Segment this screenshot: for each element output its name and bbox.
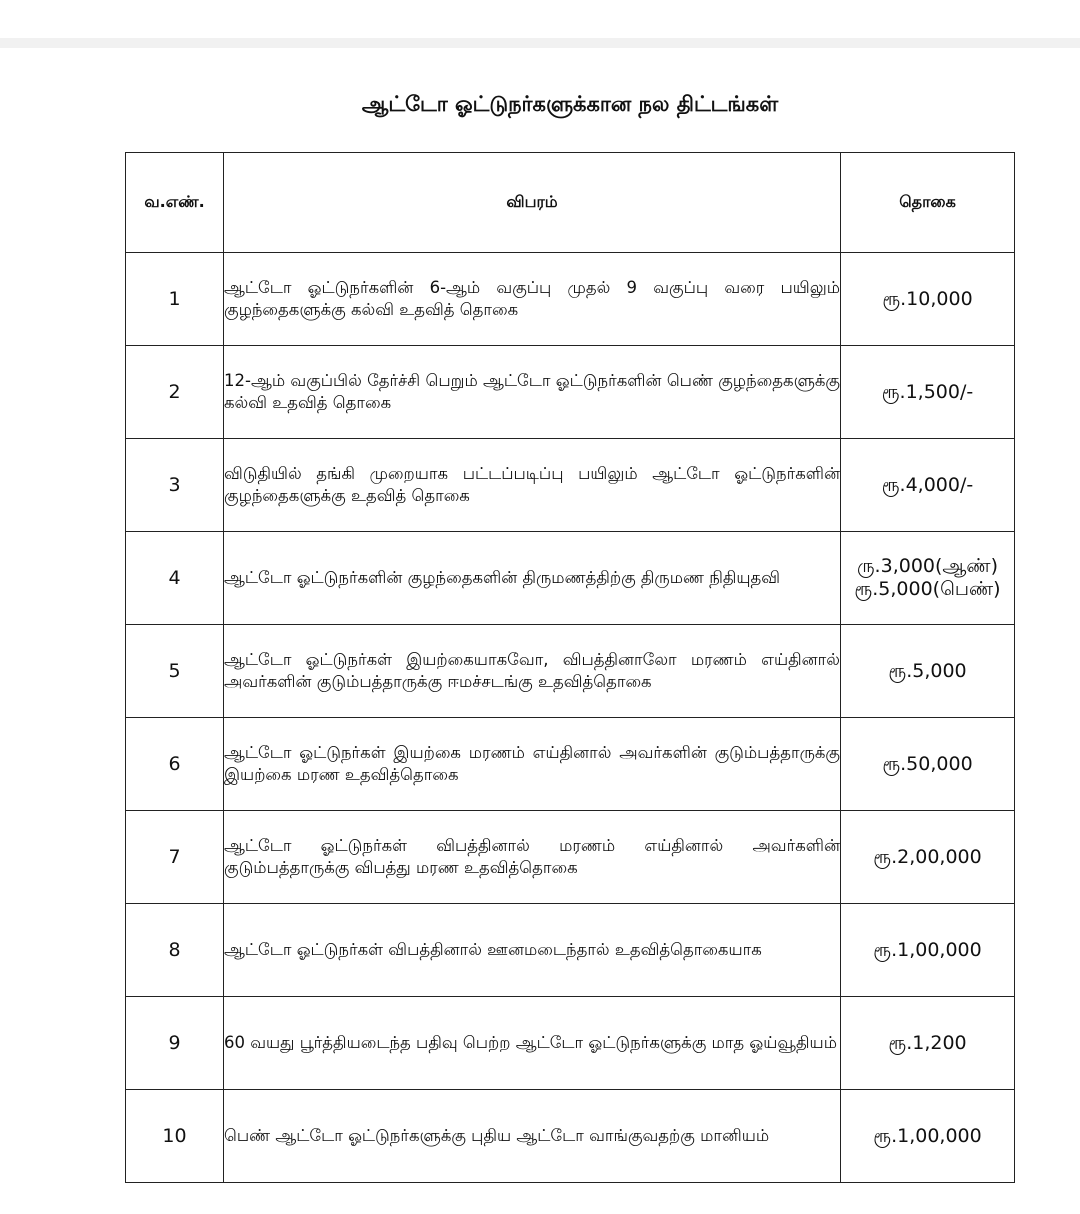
table-row <box>126 532 1015 625</box>
row-amount <box>841 904 1015 997</box>
row-serial-number: 7 <box>126 811 224 904</box>
table-row <box>126 1090 1015 1183</box>
row-amount <box>841 718 1015 811</box>
table-row <box>126 904 1015 997</box>
row-detail: விடுதியில் தங்கி முறையாக பட்டப்படிப்பு பயிலும் ஆட்டோ ஓட்டுநர்களின் குழந்தைகளுக்கு உதவித் தொகை <box>224 439 841 532</box>
row-serial-number: 1 <box>126 253 224 346</box>
row-amount <box>841 811 1015 904</box>
row-amount-value: ரூ.1,00,000 <box>873 938 982 961</box>
table-row <box>126 997 1015 1090</box>
row-detail: ஆட்டோ ஓட்டுநர்கள் விபத்தினால் மரணம் எய்தினால் அவர்களின் குடும்பத்தாருக்கு விபத்து மரண உதவித்தொகை <box>224 811 841 904</box>
row-serial-number: 9 <box>126 997 224 1090</box>
table-row <box>126 439 1015 532</box>
row-detail: ஆட்டோ ஓட்டுநர்கள் இயற்கையாகவோ, விபத்தினாலோ மரணம் எய்தினால் அவர்களின் குடும்பத்தாருக்கு ஈமச்சடங்கு உதவித்தொகை <box>224 625 841 718</box>
header-serial-number: வ.எண். <box>126 153 224 253</box>
row-amount <box>841 439 1015 532</box>
table-row <box>126 253 1015 346</box>
table-row <box>126 625 1015 718</box>
table-row <box>126 811 1015 904</box>
row-serial-number: 8 <box>126 904 224 997</box>
row-amount <box>841 532 1015 625</box>
row-serial-number: 6 <box>126 718 224 811</box>
row-amount-value: ரூ.1,200 <box>888 1031 967 1054</box>
row-amount <box>841 625 1015 718</box>
row-detail: ஆட்டோ ஓட்டுநர்களின் 6-ஆம் வகுப்பு முதல் 9 வகுப்பு வரை பயிலும் குழந்தைகளுக்கு கல்வி உதவித் தொகை <box>224 253 841 346</box>
row-amount-value-female: ரூ.5,000(பெண்) <box>854 578 1001 600</box>
row-detail: பெண் ஆட்டோ ஓட்டுநர்களுக்கு புதிய ஆட்டோ வாங்குவதற்கு மானியம் <box>224 1090 841 1183</box>
row-amount <box>841 1090 1015 1183</box>
row-amount-value: ரூ.5,000 <box>888 659 967 682</box>
header-detail: விபரம் <box>224 153 841 253</box>
row-amount-value-male: ரு.3,000(ஆண்) <box>856 555 999 577</box>
row-amount-value: ரூ.4,000/- <box>881 473 974 496</box>
row-serial-number: 3 <box>126 439 224 532</box>
row-serial-number: 10 <box>126 1090 224 1183</box>
document-title: ஆட்டோ ஓட்டுநர்களுக்கான நல திட்டங்கள் <box>361 92 779 116</box>
table-row <box>126 718 1015 811</box>
row-amount <box>841 997 1015 1090</box>
row-amount-value: ரூ.10,000 <box>882 287 973 310</box>
row-amount-value: ரூ.1,500/- <box>881 380 974 403</box>
row-serial-number: 5 <box>126 625 224 718</box>
table-header-row <box>126 153 1015 253</box>
row-detail: ஆட்டோ ஓட்டுநர்களின் குழந்தைகளின் திருமணத்திற்கு திருமண நிதியுதவி <box>224 532 841 625</box>
row-amount <box>841 346 1015 439</box>
header-amount: தொகை <box>841 153 1015 253</box>
row-amount-value: ரூ.1,00,000 <box>873 1124 982 1147</box>
row-detail: ஆட்டோ ஓட்டுநர்கள் விபத்தினால் ஊனமடைந்தால் உதவித்தொகையாக <box>224 904 841 997</box>
row-serial-number: 4 <box>126 532 224 625</box>
row-amount <box>841 253 1015 346</box>
row-serial-number: 2 <box>126 346 224 439</box>
row-detail: 60 வயது பூர்த்தியடைந்த பதிவு பெற்ற ஆட்டோ ஓட்டுநர்களுக்கு மாத ஓய்வூதியம் <box>224 997 841 1090</box>
welfare-schemes-table <box>125 152 1015 1183</box>
row-amount-value: ரூ.50,000 <box>882 752 973 775</box>
row-detail: ஆட்டோ ஓட்டுநர்கள் இயற்கை மரணம் எய்தினால் அவர்களின் குடும்பத்தாருக்கு இயற்கை மரண உதவித்தொகை <box>224 718 841 811</box>
table-row <box>126 346 1015 439</box>
row-detail: 12-ஆம் வகுப்பில் தேர்ச்சி பெறும் ஆட்டோ ஓட்டுநர்களின் பெண் குழந்தைகளுக்கு கல்வி உதவித் தொகை <box>224 346 841 439</box>
row-amount-value: ரூ.2,00,000 <box>873 845 982 868</box>
top-strip <box>0 38 1080 48</box>
